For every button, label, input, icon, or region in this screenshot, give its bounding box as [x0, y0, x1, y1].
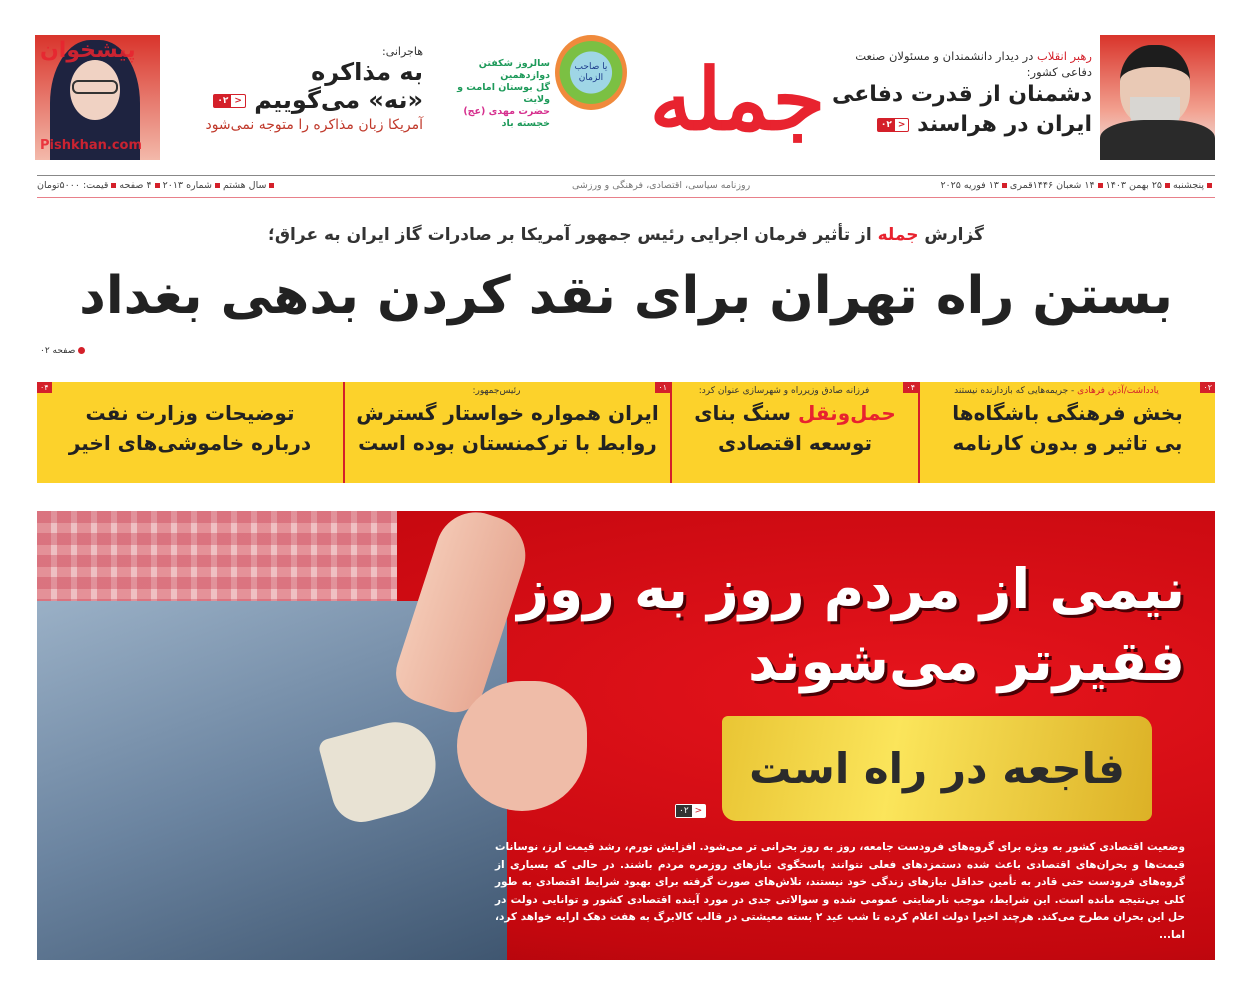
page-ref[interactable]: < ۰۲ [877, 118, 910, 132]
date-line: پنجشنبه۲۵ بهمن ۱۴۰۳۱۴ شعبان ۱۴۴۶قمری۱۳ فوریه ۲۰۲۵ [940, 180, 1215, 191]
lead-kicker: گزارش جمله از تأثیر فرمان اجرایی رئیس جمهور آمریکا بر صادرات گاز ایران به عراق؛ [268, 225, 984, 245]
teaser-strip [37, 382, 1215, 483]
top-left-story[interactable] [168, 45, 423, 135]
kicker-highlight: رهبر انقلاب [1037, 49, 1092, 63]
top-right-story[interactable] [831, 48, 1092, 140]
lead-page-ref[interactable]: صفحه ۰۲ [40, 346, 85, 356]
newspaper-logo: جمله [649, 50, 826, 150]
watermark-url: Pishkhan.com [40, 138, 143, 153]
headline-line-2: «نه» می‌گوییم < ۰۲ [168, 86, 423, 114]
kicker: هاجرانی: [381, 45, 423, 58]
headline-line-1: دشمنان از قدرت دفاعی [831, 82, 1092, 107]
divider [37, 175, 1215, 176]
arrow-icon: < [897, 120, 906, 130]
arrow-icon: < [694, 805, 703, 816]
watermark: پیشخوان [40, 38, 136, 63]
teaser-club-culture[interactable]: ۰۲ یادداشت/آذین فرهادی - جریمه‌هایی که بازدارنده نیستند بخش فرهنگی باشگاه‌ها بی تاثیر و بدون کارنامه [918, 382, 1215, 483]
page-tag: ۰۱ [655, 382, 670, 393]
tagline: روزنامه سیاسی، اقتصادی، فرهنگی و ورزشی [572, 180, 751, 191]
feature-headline: نیمی از مردم روز به روز فقیرتر می‌شوند [517, 557, 1185, 693]
page-tag: ۰۴ [903, 382, 918, 393]
lead-headline[interactable]: بستن راه تهران برای نقد کردن بدهی بغداد [79, 266, 1173, 326]
feature-banner: فاجعه در راه است [722, 716, 1152, 821]
occasion-emblem: یا صاحب الزمان [555, 35, 627, 110]
teaser-transport[interactable]: ۰۴ فرزانه صادق وزیرراه و شهرسازی عنوان کرد: حمل‌ونقل سنگ بنای توسعه اقتصادی [670, 382, 918, 483]
leader-photo [1100, 35, 1215, 160]
page-ref[interactable]: < ۰۲ [213, 94, 246, 108]
teaser-oil-ministry[interactable]: ۰۴ توضیحات وزارت نفت درباره خاموشی‌های اخیر [37, 382, 343, 483]
headline-line-2: ایران در هراسند < ۰۲ [855, 110, 1092, 140]
arrow-icon: < [234, 96, 242, 106]
subhead: آمریکا زبان مذاکره را متوجه نمی‌شود [205, 117, 423, 133]
headline-line-1: به مذاکره [311, 58, 423, 86]
hand-image [457, 681, 587, 811]
teaser-turkmenistan[interactable]: ۰۱ رئیس‌جمهور: ایران همواره خواستار گسترش روابط با ترکمنستان بوده است [343, 382, 670, 483]
feature-story[interactable] [37, 511, 1215, 960]
divider [37, 197, 1215, 198]
feature-body: وضعیت اقتصادی کشور به ویژه برای گروه‌های فرودست جامعه، روز به روز بحرانی تر می‌شود. افزایش تورم، رشد قیمت ارز، نوسانات قیمت‌ها و بحران‌های اقتصادی باعث شده دستمزدهای فعلی نتوانند پاسخگوی نیازهای روزمره مردم باشند. در حالی که بسیاری از گروه‌های فرودست حتی قادر به تأمین حداقل نیازهای زندگی خود نیستند، تلاش‌های صورت گرفته برای بهبود شرایط اقتصادی به طور کلی بی‌نتیجه مانده است. این شرایط، موجب نارضایتی عمومی شده و سوالاتی جدی در مورد آینده اقتصادی کشور و توانایی دولت در حل این بحران مطرح می‌کند. هرچند اخیرا دولت اعلام کرده تا شب عید ۲ بسته معیشتی در قالب کالابرگ به هفت دهک ارایه خواهد کرد، اما... [495, 841, 1185, 941]
page-tag: ۰۴ [37, 382, 52, 393]
page-tag: ۰۲ [1200, 382, 1215, 393]
kicker: در دیدار دانشمندان و مسئولان صنعت دفاعی کشور: [855, 49, 1092, 79]
occasion-text: سالروز شکفتن دوازدهمین گل بوستان امامت و ولایت حضرت مهدی (عج) خجسته باد [457, 58, 550, 129]
page-ref[interactable]: < ۰۲ [675, 804, 706, 818]
issue-info: سال هشتمشماره ۲۰۱۳۴ صفحهقیمت: ۵۰۰۰تومان [37, 180, 277, 191]
